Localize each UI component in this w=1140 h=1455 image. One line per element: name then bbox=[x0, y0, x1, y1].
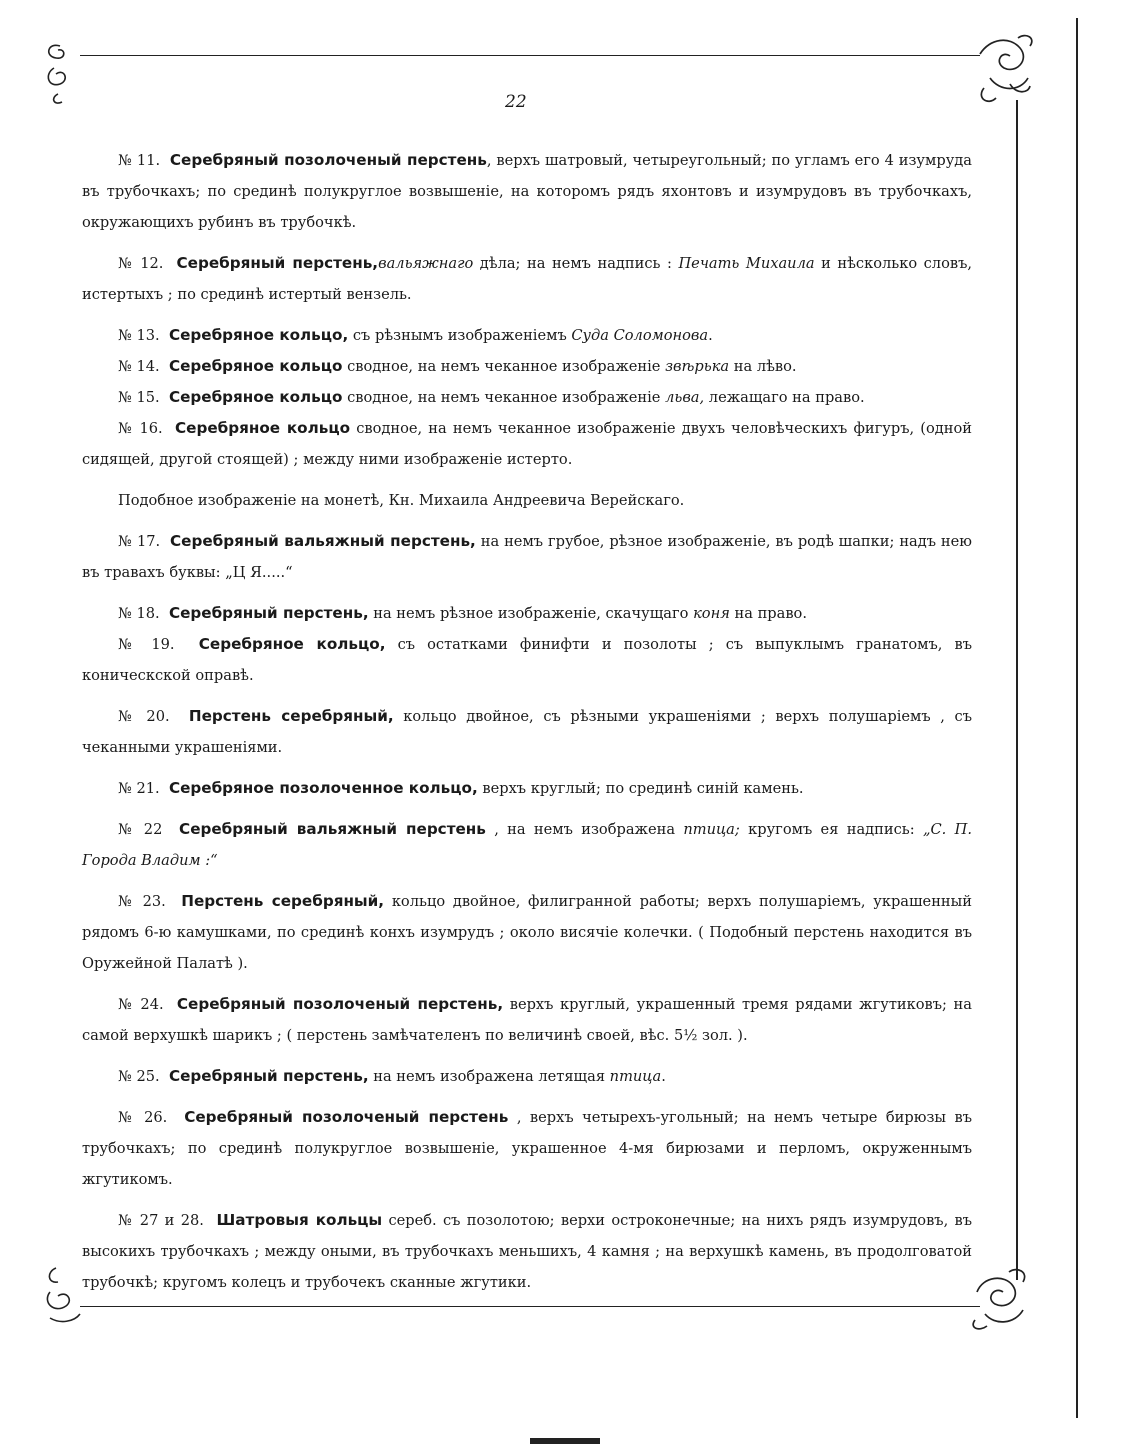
entry-text: кольцо двойное, филигранной работы; верхъ полушаріемъ, украшенный рядомъ 6-ю камушками, по срединѣ конхъ изумрудъ ; около висячіе колечки. ( Подобный перстень находится въ Оружейной Палатѣ ). bbox=[82, 893, 972, 972]
top-left-ornament-icon bbox=[40, 38, 80, 108]
entry-text: сводное, на немъ чеканное изображеніе двухъ человѣческихъ фигуръ, (одной сидящей, другой стоящей) ; между ними изображеніе истерто. bbox=[82, 420, 972, 468]
entry-name: Серебряный позолоченый перстень, bbox=[176, 995, 504, 1013]
entry-number: № 27 и 28. bbox=[118, 1212, 204, 1229]
entry-name: Серебряное кольцо, bbox=[168, 326, 349, 344]
entry-text: на немъ рѣзное изображеніе, скачущаго bbox=[368, 605, 694, 622]
catalog-entry bbox=[82, 485, 972, 516]
catalog-entry bbox=[82, 351, 972, 382]
entry-name: Серебряное кольцо bbox=[175, 419, 351, 437]
entry-number: № 17. bbox=[118, 533, 161, 550]
right-rule bbox=[1016, 100, 1018, 1280]
entry-text: Подобное изображеніе на монетѣ, Кн. Михаила Андреевича Верейскаго. bbox=[118, 492, 685, 509]
entry-text: сереб. съ позолотою; верхи остроконечные; на нихъ рядъ изумрудовъ, въ высокихъ трубочкахъ ; между оными, въ трубочкахъ меньшихъ, 4 камня ; на верхушкѣ камень, въ продолговатой трубочкѣ; кругомъ колецъ и трубочекъ сканные жгутики. bbox=[82, 1212, 973, 1291]
catalog-entry bbox=[82, 526, 972, 588]
bottom-mark bbox=[530, 1438, 600, 1444]
top-rule bbox=[80, 55, 980, 56]
entry-number: № 20. bbox=[118, 708, 170, 725]
outer-right-edge bbox=[1076, 18, 1078, 1418]
entry-number: № 25. bbox=[118, 1068, 160, 1085]
catalog-entry bbox=[82, 1102, 972, 1195]
entry-text: съ рѣзнымъ изображеніемъ bbox=[348, 327, 572, 344]
catalog-entry bbox=[82, 701, 972, 763]
entry-text: кругомъ ея надпись: bbox=[739, 821, 923, 838]
entry-text: на лѣво. bbox=[729, 358, 797, 375]
entry-name: Серебряный позолоченый перстень bbox=[184, 1108, 509, 1126]
entry-name: Перстень серебряный, bbox=[188, 707, 394, 725]
top-right-ornament-icon bbox=[970, 28, 1040, 108]
catalog-entry bbox=[82, 629, 972, 691]
entry-text: кольцо двойное, съ рѣзными украшеніями ; верхъ полушаріемъ , съ чеканными украшеніями. bbox=[82, 708, 973, 756]
entry-text: съ остатками финифти и позолоты ; съ выпуклымъ гранатомъ, въ коническской оправѣ. bbox=[82, 636, 973, 684]
entry-text: , верхъ шатровый, четыреугольный; по угламъ его 4 изумруда въ трубочкахъ; по срединѣ полукруглое возвышеніе, на которомъ рядъ яхонтовъ и изумрудовъ въ трубочкахъ, окружающихъ рубинъ въ трубочкѣ. bbox=[82, 152, 972, 231]
entry-number: № 26. bbox=[118, 1109, 168, 1126]
entry-number: № 19. bbox=[118, 636, 175, 653]
entry-text: . bbox=[708, 327, 713, 344]
entry-italic: Суда Соломонова bbox=[571, 327, 709, 344]
entry-text: сводное, на немъ чеканное изображеніе bbox=[342, 358, 666, 375]
catalog-entry bbox=[82, 320, 972, 351]
entry-italic: вальяжнаго bbox=[378, 255, 474, 272]
entry-text: , верхъ четырехъ-угольный; на немъ четыре бирюзы въ трубочкахъ; по срединѣ полукруглое возвышеніе, украшенное 4-мя бирюзами и перломъ, окруженнымъ жгутикомъ. bbox=[82, 1109, 972, 1188]
entry-italic: „С. П. Города Владим :“ bbox=[82, 821, 973, 869]
entry-name: Серебряный вальяжный перстень bbox=[179, 820, 486, 838]
entry-name: Серебряный перстень, bbox=[168, 1067, 369, 1085]
entry-text: , на немъ изображена bbox=[485, 821, 684, 838]
entry-italic: птица; bbox=[683, 821, 740, 838]
catalog-entry bbox=[82, 413, 972, 475]
entry-text: на немъ грубое, рѣзное изображеніе, въ родѣ шапки; надъ нею въ травахъ буквы: „Ц Я.....“ bbox=[82, 533, 972, 581]
bottom-right-ornament-icon bbox=[965, 1262, 1035, 1332]
entry-name: Серебряное кольцо, bbox=[198, 635, 386, 653]
entry-number: № 11. bbox=[118, 152, 161, 169]
entry-name: Шатровыя кольцы bbox=[216, 1211, 383, 1229]
page-number: 22 bbox=[505, 92, 527, 112]
catalog-entry bbox=[82, 248, 972, 310]
entry-number: № 12. bbox=[118, 255, 164, 272]
catalog-entry bbox=[82, 989, 972, 1051]
entry-text: верхъ круглый; по срединѣ синій камень. bbox=[477, 780, 804, 797]
entry-number: № 16. bbox=[118, 420, 163, 437]
entry-italic: Печать Михаила bbox=[678, 255, 815, 272]
entry-name: Серебряное кольцо bbox=[168, 388, 343, 406]
entry-name: Перстень серебряный, bbox=[181, 892, 385, 910]
catalog-entry bbox=[82, 382, 972, 413]
entry-text: лежащаго на право. bbox=[704, 389, 865, 406]
catalog-entry bbox=[82, 886, 972, 979]
entry-text: на немъ изображена летящая bbox=[368, 1068, 610, 1085]
entry-number: № 14. bbox=[118, 358, 160, 375]
entry-number: № 22 bbox=[118, 821, 163, 838]
entry-number: № 18. bbox=[118, 605, 160, 622]
entry-text: сводное, на немъ чеканное изображеніе bbox=[342, 389, 666, 406]
entry-name: Серебряное кольцо bbox=[168, 357, 343, 375]
entry-name: Серебряный вальяжный перстень, bbox=[170, 532, 476, 550]
entry-italic: льва, bbox=[665, 389, 705, 406]
entry-number: № 24. bbox=[118, 996, 164, 1013]
entry-italic: коня bbox=[693, 605, 730, 622]
entry-name: Серебряный перстень, bbox=[168, 604, 369, 622]
entry-italic: птица bbox=[609, 1068, 662, 1085]
catalog-entry bbox=[82, 598, 972, 629]
catalog-text bbox=[82, 145, 972, 1308]
catalog-entry bbox=[82, 773, 972, 804]
entry-text: и нѣсколько словъ, истертыхъ ; по срединѣ истертый вензель. bbox=[82, 255, 973, 303]
entry-number: № 15. bbox=[118, 389, 160, 406]
entry-number: № 13. bbox=[118, 327, 160, 344]
catalog-entry bbox=[82, 1061, 972, 1092]
entry-text: дѣла; на немъ надпись : bbox=[473, 255, 679, 272]
catalog-entry bbox=[82, 1205, 972, 1298]
entry-name: Серебряный перстень, bbox=[176, 254, 379, 272]
entry-text: . bbox=[661, 1068, 666, 1085]
entry-name: Серебряное позолоченное кольцо, bbox=[168, 779, 478, 797]
entry-text: на право. bbox=[729, 605, 807, 622]
entry-number: № 23. bbox=[118, 893, 166, 910]
entry-italic: звѣрька bbox=[665, 358, 730, 375]
catalog-entry bbox=[82, 145, 972, 238]
entry-name: Серебряный позолоченый перстень bbox=[169, 151, 487, 169]
entry-number: № 21. bbox=[118, 780, 160, 797]
catalog-entry bbox=[82, 814, 972, 876]
entry-text: верхъ круглый, украшенный тремя рядами жгутиковъ; на самой верхушкѣ шарикъ ; ( перстень замѣчателенъ по величинѣ своей, вѣс. 5½ зол. ). bbox=[82, 996, 972, 1044]
